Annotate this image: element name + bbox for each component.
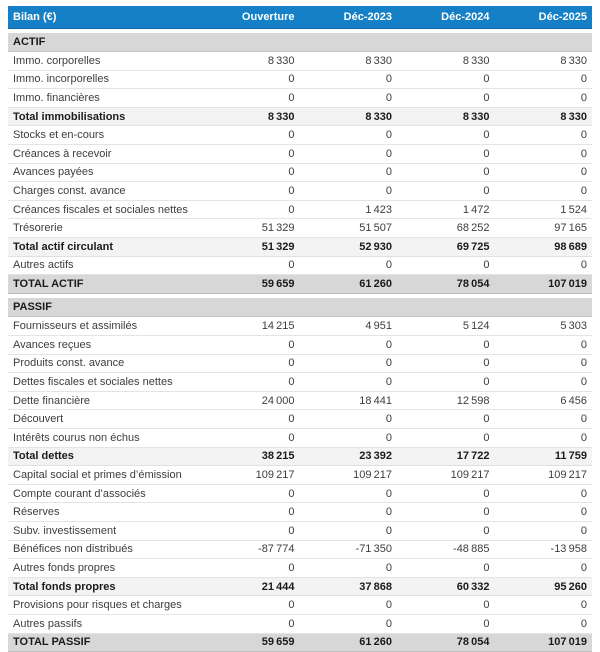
row-label: Compte courant d’associés: [8, 484, 202, 503]
cell-value: 17 722: [397, 447, 495, 466]
row-label: Total fonds propres: [8, 577, 202, 596]
cell-value: 0: [495, 559, 593, 578]
cell-value: 0: [202, 559, 300, 578]
row-label: PASSIF: [8, 298, 202, 317]
cell-value: 0: [300, 182, 398, 201]
cell-value: 1 524: [495, 200, 593, 219]
column-header: Déc-2024: [397, 6, 495, 28]
cell-value: 0: [495, 89, 593, 108]
cell-value: 8 330: [202, 107, 300, 126]
cell-value: 78 054: [397, 633, 495, 652]
table-row: [8, 540, 592, 559]
table-row: [8, 503, 592, 522]
cell-value: 109 217: [202, 466, 300, 485]
cell-value: -48 885: [397, 540, 495, 559]
cell-value: 12 598: [397, 391, 495, 410]
cell-value: 0: [397, 182, 495, 201]
row-label: Fournisseurs et assimilés: [8, 317, 202, 336]
column-header: Déc-2023: [300, 6, 398, 28]
table-row: [8, 354, 592, 373]
cell-value: 0: [202, 373, 300, 392]
cell-value: 14 215: [202, 317, 300, 336]
subtotal-row: [8, 447, 592, 466]
cell-value: 0: [202, 484, 300, 503]
grandtotal-row: [8, 275, 592, 294]
table-row: [8, 163, 592, 182]
cell-value: 0: [300, 126, 398, 145]
cell-value: 0: [495, 145, 593, 164]
cell-value: 0: [202, 503, 300, 522]
cell-value: 0: [202, 163, 300, 182]
table-row: [8, 466, 592, 485]
row-label: Total actif circulant: [8, 238, 202, 257]
cell-value: 0: [300, 484, 398, 503]
cell-value: 23 392: [300, 447, 398, 466]
cell-value: 0: [397, 614, 495, 633]
cell-value: 0: [300, 428, 398, 447]
cell-value: 24 000: [202, 391, 300, 410]
cell-value: 0: [495, 354, 593, 373]
table-row: [8, 373, 592, 392]
balance-sheet-table: [8, 6, 592, 652]
cell-value: 0: [300, 521, 398, 540]
grandtotal-row: [8, 633, 592, 652]
cell-value: 0: [397, 163, 495, 182]
cell-value: 0: [495, 256, 593, 275]
row-label: Subv. investissement: [8, 521, 202, 540]
cell-value: 5 124: [397, 317, 495, 336]
table-row: [8, 200, 592, 219]
cell-value: 95 260: [495, 577, 593, 596]
cell-value: 0: [397, 70, 495, 89]
row-label: Capital social et primes d’émission: [8, 466, 202, 485]
cell-value: 59 659: [202, 633, 300, 652]
cell-value: 0: [397, 503, 495, 522]
table-row: [8, 336, 592, 355]
row-label: TOTAL PASSIF: [8, 633, 202, 652]
cell-value: 97 165: [495, 219, 593, 238]
cell-value: 0: [397, 596, 495, 615]
cell-value: 51 329: [202, 219, 300, 238]
cell-value: 0: [202, 145, 300, 164]
cell-value: 0: [495, 373, 593, 392]
cell-value: 0: [202, 200, 300, 219]
cell-value: 51 329: [202, 238, 300, 257]
cell-value: 0: [397, 256, 495, 275]
cell-value: 6 456: [495, 391, 593, 410]
table-row: [8, 219, 592, 238]
row-label: Bénéfices non distribués: [8, 540, 202, 559]
row-label: Produits const. avance: [8, 354, 202, 373]
row-label: Total immobilisations: [8, 107, 202, 126]
cell-value: 0: [397, 521, 495, 540]
cell-value: 0: [300, 70, 398, 89]
cell-value: 0: [397, 145, 495, 164]
cell-value: [202, 298, 300, 317]
row-label: TOTAL ACTIF: [8, 275, 202, 294]
cell-value: 0: [202, 354, 300, 373]
cell-value: 107 019: [495, 633, 593, 652]
cell-value: 109 217: [300, 466, 398, 485]
cell-value: 21 444: [202, 577, 300, 596]
subtotal-row: [8, 107, 592, 126]
row-label: Provisions pour risques et charges: [8, 596, 202, 615]
row-label: Découvert: [8, 410, 202, 429]
cell-value: 109 217: [397, 466, 495, 485]
cell-value: [202, 33, 300, 52]
subtotal-row: [8, 577, 592, 596]
cell-value: 1 472: [397, 200, 495, 219]
section-row: [8, 298, 592, 317]
row-label: Autres actifs: [8, 256, 202, 275]
row-label: Dettes fiscales et sociales nettes: [8, 373, 202, 392]
row-label: Immo. corporelles: [8, 52, 202, 71]
cell-value: 0: [300, 559, 398, 578]
table-row: [8, 89, 592, 108]
cell-value: 0: [495, 70, 593, 89]
row-label: Stocks et en-cours: [8, 126, 202, 145]
cell-value: 0: [300, 373, 398, 392]
cell-value: 0: [202, 256, 300, 275]
cell-value: 109 217: [495, 466, 593, 485]
cell-value: 68 252: [397, 219, 495, 238]
table-row: [8, 410, 592, 429]
cell-value: 11 759: [495, 447, 593, 466]
table-row: [8, 596, 592, 615]
cell-value: 0: [300, 145, 398, 164]
cell-value: 0: [495, 126, 593, 145]
cell-value: 51 507: [300, 219, 398, 238]
cell-value: 8 330: [397, 107, 495, 126]
cell-value: 98 689: [495, 238, 593, 257]
table-row: [8, 182, 592, 201]
cell-value: 37 868: [300, 577, 398, 596]
cell-value: 0: [397, 126, 495, 145]
table-row: [8, 317, 592, 336]
cell-value: 61 260: [300, 633, 398, 652]
cell-value: 0: [202, 596, 300, 615]
table-row: [8, 484, 592, 503]
cell-value: 1 423: [300, 200, 398, 219]
cell-value: 0: [495, 163, 593, 182]
cell-value: 4 951: [300, 317, 398, 336]
cell-value: 0: [397, 373, 495, 392]
subtotal-row: [8, 238, 592, 257]
table-row: [8, 614, 592, 633]
cell-value: 0: [397, 354, 495, 373]
cell-value: 8 330: [300, 107, 398, 126]
table-row: [8, 428, 592, 447]
table-row: [8, 126, 592, 145]
column-header: Ouverture: [202, 6, 300, 28]
cell-value: -71 350: [300, 540, 398, 559]
cell-value: 0: [300, 89, 398, 108]
cell-value: 0: [397, 428, 495, 447]
cell-value: 0: [202, 614, 300, 633]
cell-value: 0: [300, 336, 398, 355]
row-label: Trésorerie: [8, 219, 202, 238]
cell-value: 0: [202, 521, 300, 540]
row-label: Immo. financières: [8, 89, 202, 108]
cell-value: 0: [202, 126, 300, 145]
cell-value: 8 330: [397, 52, 495, 71]
cell-value: 78 054: [397, 275, 495, 294]
section-row: [8, 33, 592, 52]
cell-value: 0: [300, 256, 398, 275]
row-label: Créances fiscales et sociales nettes: [8, 200, 202, 219]
cell-value: -87 774: [202, 540, 300, 559]
cell-value: 0: [495, 336, 593, 355]
cell-value: -13 958: [495, 540, 593, 559]
table-row: [8, 145, 592, 164]
cell-value: 0: [495, 182, 593, 201]
cell-value: 0: [397, 410, 495, 429]
cell-value: 0: [300, 503, 398, 522]
table-row: [8, 559, 592, 578]
cell-value: 61 260: [300, 275, 398, 294]
cell-value: 0: [495, 503, 593, 522]
cell-value: 107 019: [495, 275, 593, 294]
row-label: Créances à recevoir: [8, 145, 202, 164]
cell-value: 0: [202, 410, 300, 429]
cell-value: 0: [495, 428, 593, 447]
column-header: Déc-2025: [495, 6, 593, 28]
table-row: [8, 391, 592, 410]
row-label: Réserves: [8, 503, 202, 522]
cell-value: 52 930: [300, 238, 398, 257]
row-label: Autres passifs: [8, 614, 202, 633]
cell-value: 8 330: [495, 52, 593, 71]
cell-value: 0: [300, 163, 398, 182]
cell-value: 0: [202, 336, 300, 355]
cell-value: 0: [202, 70, 300, 89]
cell-value: [397, 33, 495, 52]
cell-value: 0: [202, 182, 300, 201]
cell-value: 38 215: [202, 447, 300, 466]
row-label: Autres fonds propres: [8, 559, 202, 578]
row-label: Intérêts courus non échus: [8, 428, 202, 447]
cell-value: [397, 298, 495, 317]
cell-value: 0: [300, 596, 398, 615]
cell-value: [300, 33, 398, 52]
cell-value: 0: [495, 596, 593, 615]
row-label: Total dettes: [8, 447, 202, 466]
table-row: [8, 256, 592, 275]
table-title-header: Bilan (€): [8, 6, 202, 28]
cell-value: [300, 298, 398, 317]
cell-value: 0: [397, 484, 495, 503]
cell-value: 0: [300, 614, 398, 633]
cell-value: 5 303: [495, 317, 593, 336]
cell-value: 0: [397, 559, 495, 578]
cell-value: [495, 33, 593, 52]
cell-value: 0: [202, 89, 300, 108]
cell-value: 8 330: [202, 52, 300, 71]
table-row: [8, 52, 592, 71]
row-label: Avances payées: [8, 163, 202, 182]
cell-value: [495, 298, 593, 317]
table-header-row: [8, 6, 592, 28]
row-label: Dette financière: [8, 391, 202, 410]
row-label: ACTIF: [8, 33, 202, 52]
cell-value: 60 332: [397, 577, 495, 596]
cell-value: 0: [495, 521, 593, 540]
cell-value: 0: [397, 336, 495, 355]
row-label: Avances reçues: [8, 336, 202, 355]
cell-value: 0: [495, 614, 593, 633]
cell-value: 0: [495, 484, 593, 503]
table-row: [8, 521, 592, 540]
cell-value: 0: [202, 428, 300, 447]
cell-value: 0: [300, 410, 398, 429]
cell-value: 8 330: [495, 107, 593, 126]
cell-value: 59 659: [202, 275, 300, 294]
cell-value: 0: [397, 89, 495, 108]
cell-value: 8 330: [300, 52, 398, 71]
cell-value: 18 441: [300, 391, 398, 410]
row-label: Charges const. avance: [8, 182, 202, 201]
cell-value: 0: [495, 410, 593, 429]
cell-value: 69 725: [397, 238, 495, 257]
row-label: Immo. incorporelles: [8, 70, 202, 89]
cell-value: 0: [300, 354, 398, 373]
table-row: [8, 70, 592, 89]
